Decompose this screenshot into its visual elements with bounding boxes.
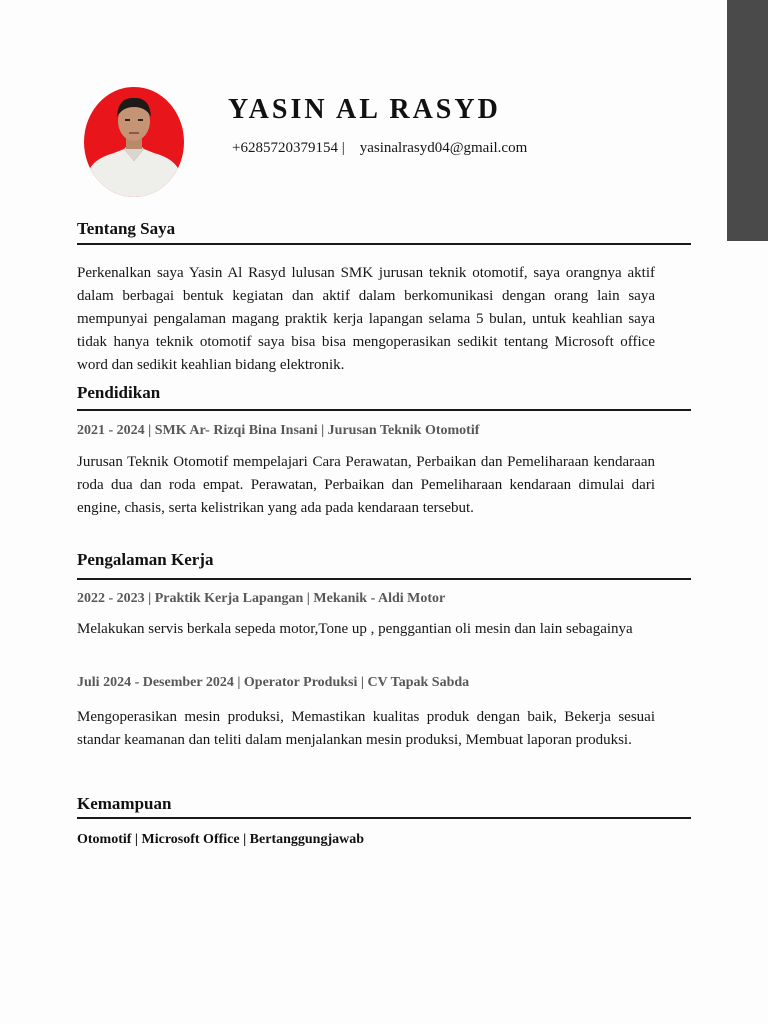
experience-entry: Juli 2024 - Desember 2024 | Operator Produksi | CV Tapak Sabda [77, 675, 470, 690]
about-paragraph: Perkenalkan saya Yasin Al Rasyd lulusan SMK jurusan teknik otomotif, saya orangnya aktif dalam berbagai bentuk kegiatan dan aktif dalam berkomunikasi dengan orang lain saya mempunyai pengalaman magang praktik kerja lapangan selama 5 bulan, untuk keahlian saya tidak hanya teknik otomotif saya bisa bisa mengoperasikan sedikit tentang Microsoft office word dan sedikit keahlian bidang elektronik. [77, 265, 655, 373]
section-title-education: Pendidikan [77, 383, 161, 402]
contact-info: +6285720379154 | yasinalrasyd04@gmail.com [232, 140, 528, 156]
section-title-experience: Pengalaman Kerja [77, 550, 214, 569]
section-divider [77, 578, 691, 580]
experience-paragraph: Mengoperasikan mesin produksi, Memastikan kualitas produk dengan baik, Bekerja sesuai standar keamanan dan teliti dalam menjalankan mesin produksi, Membuat laporan produksi. [77, 709, 655, 748]
section-title-about: Tentang Saya [77, 219, 176, 238]
skills-list: Otomotif | Microsoft Office | Bertanggungjawab [77, 832, 365, 847]
section-divider [77, 243, 691, 245]
education-paragraph: Jurusan Teknik Otomotif mempelajari Cara Perawatan, Perbaikan dan Pemeliharaan kendaraan roda dua dan roda empat. Perawatan, Perbaikan dan Pemeliharaan kendaraan dimulai dari engine, chasis, serta kelistrikan yang ada pada kendaraan tersebut. [77, 454, 655, 516]
scrollbar-thumb[interactable] [727, 0, 768, 241]
experience-entry: 2022 - 2023 | Praktik Kerja Lapangan | Mekanik - Aldi Motor [77, 591, 446, 606]
section-divider [77, 817, 691, 819]
profile-photo [84, 87, 184, 197]
section-title-skills: Kemampuan [77, 794, 172, 813]
education-entry: 2021 - 2024 | SMK Ar- Rizqi Bina Insani | Jurusan Teknik Otomotif [77, 423, 480, 438]
section-divider [77, 409, 691, 411]
candidate-name: YASIN AL RASYD [228, 94, 501, 125]
experience-paragraph: Melakukan servis berkala sepeda motor,Tone up , penggantian oli mesin dan lain sebagainya [77, 621, 633, 637]
